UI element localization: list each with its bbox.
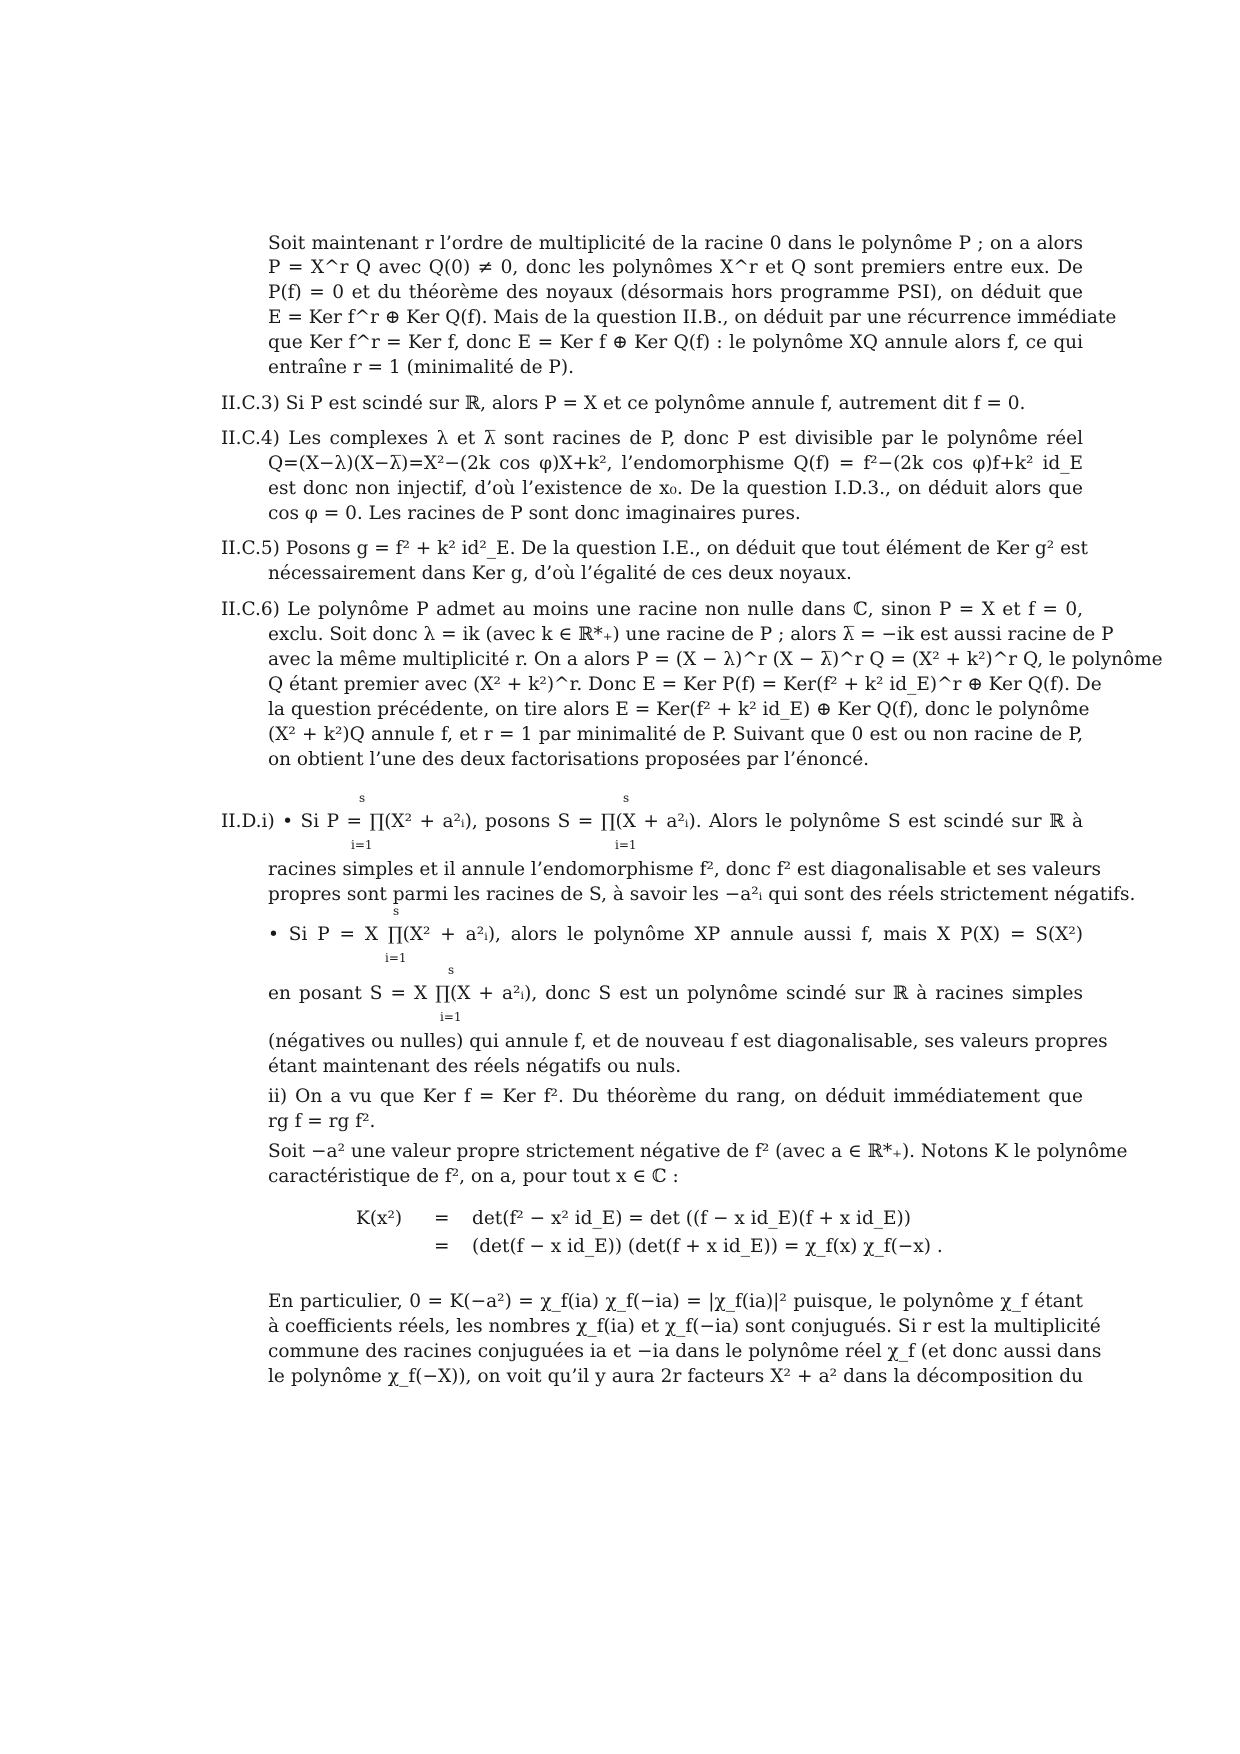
section-II-C-4: II.C.4) Les complexes λ et λ̅ sont racines de P, donc P est divisible par le polynôme réel — [221, 428, 1083, 449]
text-line: rg f = rg f². — [268, 1111, 376, 1132]
product-upper-limit: s — [623, 791, 630, 805]
text-line: commune des racines conjuguées ia et −ia dans le polynôme réel χ_f (et donc aussi dans — [268, 1341, 1102, 1362]
text-line: E = Ker f^r ⊕ Ker Q(f). Mais de la question II.B., on déduit par une récurrence immédiate — [268, 307, 1117, 328]
text-line: (X² + k²)Q annule f, et r = 1 par minimalité de P. Suivant que 0 est ou non racine de P, — [268, 724, 1083, 745]
text-line: Q=(X−λ)(X−λ̅)=X²−(2k cos φ)X+k², l’endomorphisme Q(f) = f²−(2k cos φ)f+k² id_E — [268, 453, 1083, 474]
section-II-D-i: II.D.i) • Si P = ∏(X² + a²ᵢ), posons S = ∏(X + a²ᵢ). Alors le polynôme S est scindé sur ℝ à — [221, 811, 1083, 832]
product-upper-limit: s — [359, 791, 366, 805]
text-line: le polynôme χ_f(−X)), on voit qu’il y aura 2r facteurs X² + a² dans la décomposition du — [268, 1366, 1083, 1387]
text-line: à coefficients réels, les nombres χ_f(ia) et χ_f(−ia) sont conjugués. Si r est la multiplicité — [268, 1316, 1101, 1337]
equation-equals: = — [434, 1208, 450, 1229]
text-line: est donc non injectif, d’où l’existence de x₀. De la question I.D.3., on déduit alors que — [268, 478, 1083, 499]
text-line: on obtient l’une des deux factorisations proposées par l’énoncé. — [268, 749, 870, 770]
text-line: P(f) = 0 et du théorème des noyaux (désormais hors programme PSI), on déduit que — [268, 282, 1083, 303]
text-line: étant maintenant des réels négatifs ou nuls. — [268, 1056, 682, 1077]
text-line: (négatives ou nulles) qui annule f, et de nouveau f est diagonalisable, ses valeurs propres — [268, 1031, 1108, 1052]
equation-equals: = — [434, 1236, 450, 1257]
section-II-C-3: II.C.3) Si P est scindé sur ℝ, alors P = X et ce polynôme annule f, autrement dit f = 0. — [221, 393, 1026, 414]
product-lower-limit: i=1 — [351, 838, 373, 852]
equation-rhs-line-2: (det(f − x id_E)) (det(f + x id_E)) = χ_f(x) χ_f(−x) . — [472, 1236, 943, 1257]
product-upper-limit: s — [448, 963, 455, 977]
product-upper-limit: s — [393, 904, 400, 918]
text-line: Soit maintenant r l’ordre de multiplicité de la racine 0 dans le polynôme P ; on a alors — [268, 233, 1083, 254]
section-ii: ii) On a vu que Ker f = Ker f². Du théorème du rang, on déduit immédiatement que — [268, 1086, 1083, 1107]
text-line: En particulier, 0 = K(−a²) = χ_f(ia) χ_f(−ia) = |χ_f(ia)|² puisque, le polynôme χ_f étant — [268, 1291, 1083, 1312]
text-line: racines simples et il annule l’endomorphisme f², donc f² est diagonalisable et ses valeurs — [268, 859, 1102, 880]
text-line: P = X^r Q avec Q(0) ≠ 0, donc les polynômes X^r et Q sont premiers entre eux. De — [268, 257, 1083, 278]
text-line: Q étant premier avec (X² + k²)^r. Donc E = Ker P(f) = Ker(f² + k² id_E)^r ⊕ Ker Q(f). De — [268, 674, 1102, 695]
text-line: caractéristique de f², on a, pour tout x ∈ ℂ : — [268, 1166, 679, 1187]
equation-lhs: K(x²) — [356, 1208, 403, 1229]
product-lower-limit: i=1 — [385, 951, 407, 965]
text-line: Soit −a² une valeur propre strictement négative de f² (avec a ∈ ℝ*₊). Notons K le polynôme — [268, 1141, 1128, 1162]
text-line: cos φ = 0. Les racines de P sont donc imaginaires pures. — [268, 503, 801, 524]
product-lower-limit: i=1 — [440, 1010, 462, 1024]
text-line: propres sont parmi les racines de S, à savoir les −a²ᵢ qui sont des réels strictement négatifs. — [268, 884, 1136, 905]
text-line: que Ker f^r = Ker f, donc E = Ker f ⊕ Ker Q(f) : le polynôme XQ annule alors f, ce qui — [268, 332, 1083, 353]
section-II-C-6: II.C.6) Le polynôme P admet au moins une racine non nulle dans ℂ, sinon P = X et f = 0, — [221, 599, 1083, 620]
text-line: exclu. Soit donc λ = ik (avec k ∈ ℝ*₊) une racine de P ; alors λ̅ = −ik est aussi racine de P — [268, 624, 1114, 645]
text-line: nécessairement dans Ker g, d’où l’égalité de ces deux noyaux. — [268, 563, 852, 584]
text-line: • Si P = X ∏(X² + a²ᵢ), alors le polynôme XP annule aussi f, mais X P(X) = S(X²) — [268, 924, 1083, 945]
text-line: entraîne r = 1 (minimalité de P). — [268, 357, 574, 378]
equation-rhs-line-1: det(f² − x² id_E) = det ((f − x id_E)(f + x id_E)) — [472, 1208, 911, 1229]
product-lower-limit: i=1 — [615, 838, 637, 852]
text-line: en posant S = X ∏(X + a²ᵢ), donc S est un polynôme scindé sur ℝ à racines simples — [268, 983, 1083, 1004]
text-line: la question précédente, on tire alors E = Ker(f² + k² id_E) ⊕ Ker Q(f), donc le polynôme — [268, 699, 1090, 720]
section-II-C-5: II.C.5) Posons g = f² + k² id²_E. De la question I.E., on déduit que tout élément de Ker g² est — [221, 538, 1088, 559]
text-line: avec la même multiplicité r. On a alors P = (X − λ)^r (X − λ̅)^r Q = (X² + k²)^r Q, le polynôme — [268, 649, 1163, 670]
